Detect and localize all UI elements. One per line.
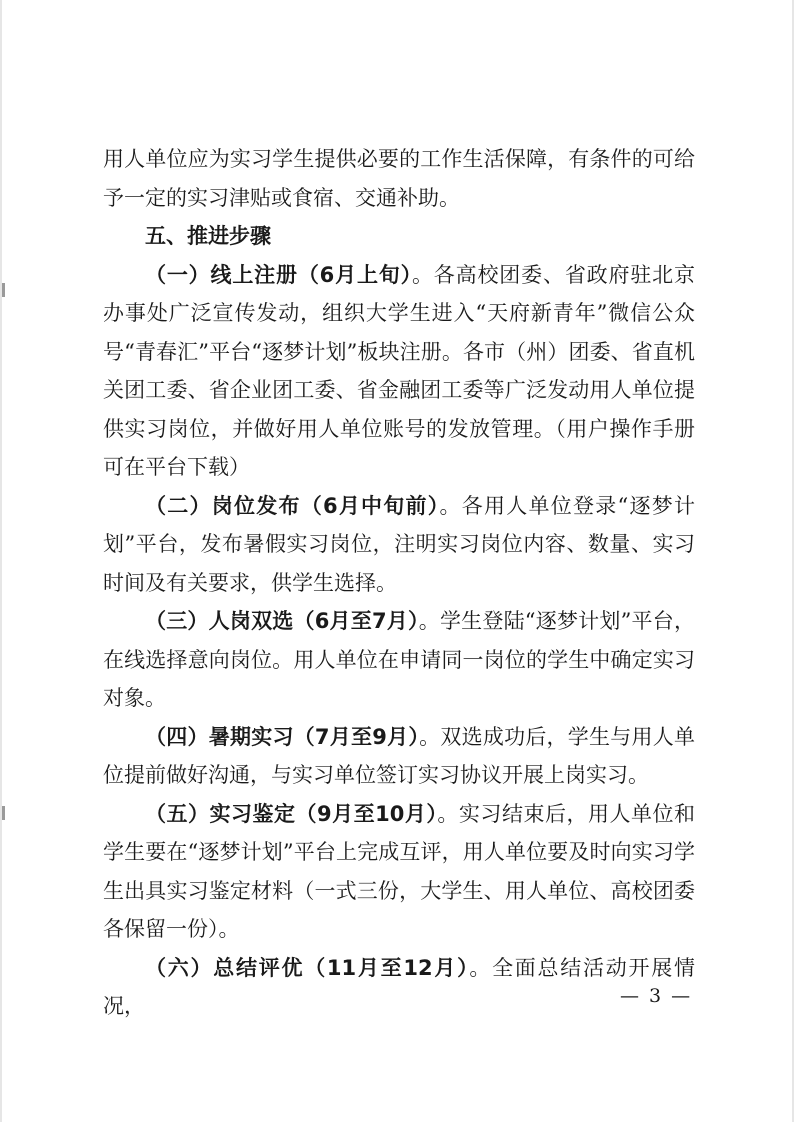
section-heading: 五、推进步骤 bbox=[145, 224, 271, 248]
step-title: （六）总结评优（11月至12月） bbox=[145, 955, 470, 980]
step-body: 。各用人单位登录“逐梦计划”平台，发布暑假实习岗位，注明实习岗位内容、数量、实习时间及有关要求，供学生选择。 bbox=[103, 493, 695, 595]
step-paragraph-5 bbox=[103, 795, 695, 949]
step-body: 。全面总结活动开展情况， bbox=[103, 955, 695, 1018]
step-title: （五）实习鉴定（9月至10月） bbox=[145, 801, 438, 826]
step-title: （三）人岗双选（6月至7月） bbox=[145, 609, 419, 633]
step-body: 。学生登陆“逐梦计划”平台，在线选择意向岗位。用人单位在申请同一岗位的学生中确定实习对象。 bbox=[103, 609, 695, 710]
step-title: （二）岗位发布（6月中旬前） bbox=[145, 493, 440, 518]
paragraph-continued: 用人单位应为实习学生提供必要的工作生活保障，有条件的可给予一定的实习津贴或食宿、交通补助。 bbox=[103, 147, 695, 210]
step-paragraph-6 bbox=[103, 949, 695, 1026]
step-paragraph-4 bbox=[103, 718, 695, 795]
step-body: 。实习结束后，用人单位和学生要在“逐梦计划”平台上完成互评，用人单位要及时向实习学生出具实习鉴定材料（一式三份，大学生、用人单位、高校团委各保留一份）。 bbox=[103, 801, 695, 941]
document-body bbox=[103, 140, 695, 1026]
binding-mark bbox=[2, 806, 5, 820]
step-title: （一）线上注册（6月上旬） bbox=[145, 262, 412, 287]
step-body: 。各高校团委、省政府驻北京办事处广泛宣传发动，组织大学生进入“天府新青年”微信公众号“青春汇”平台“逐梦计划”板块注册。各市（州）团委、省直机关团工委、省企业团工委、省金融团工委等广泛发动用人单位提供实习岗位，并做好用人单位账号的发放管理。（用户操作手册可在平台下载） bbox=[103, 262, 695, 479]
step-paragraph-2 bbox=[103, 487, 695, 603]
scan-edge-left bbox=[0, 0, 2, 1122]
binding-mark bbox=[2, 283, 5, 297]
step-body: 。双选成功后，学生与用人单位提前做好沟通，与实习单位签订实习协议开展上岗实习。 bbox=[103, 724, 696, 787]
step-paragraph-1 bbox=[103, 256, 695, 487]
step-paragraph-3 bbox=[103, 602, 695, 718]
step-title: （四）暑期实习（7月至9月） bbox=[145, 724, 420, 749]
page-number: — 3 — bbox=[620, 985, 693, 1007]
